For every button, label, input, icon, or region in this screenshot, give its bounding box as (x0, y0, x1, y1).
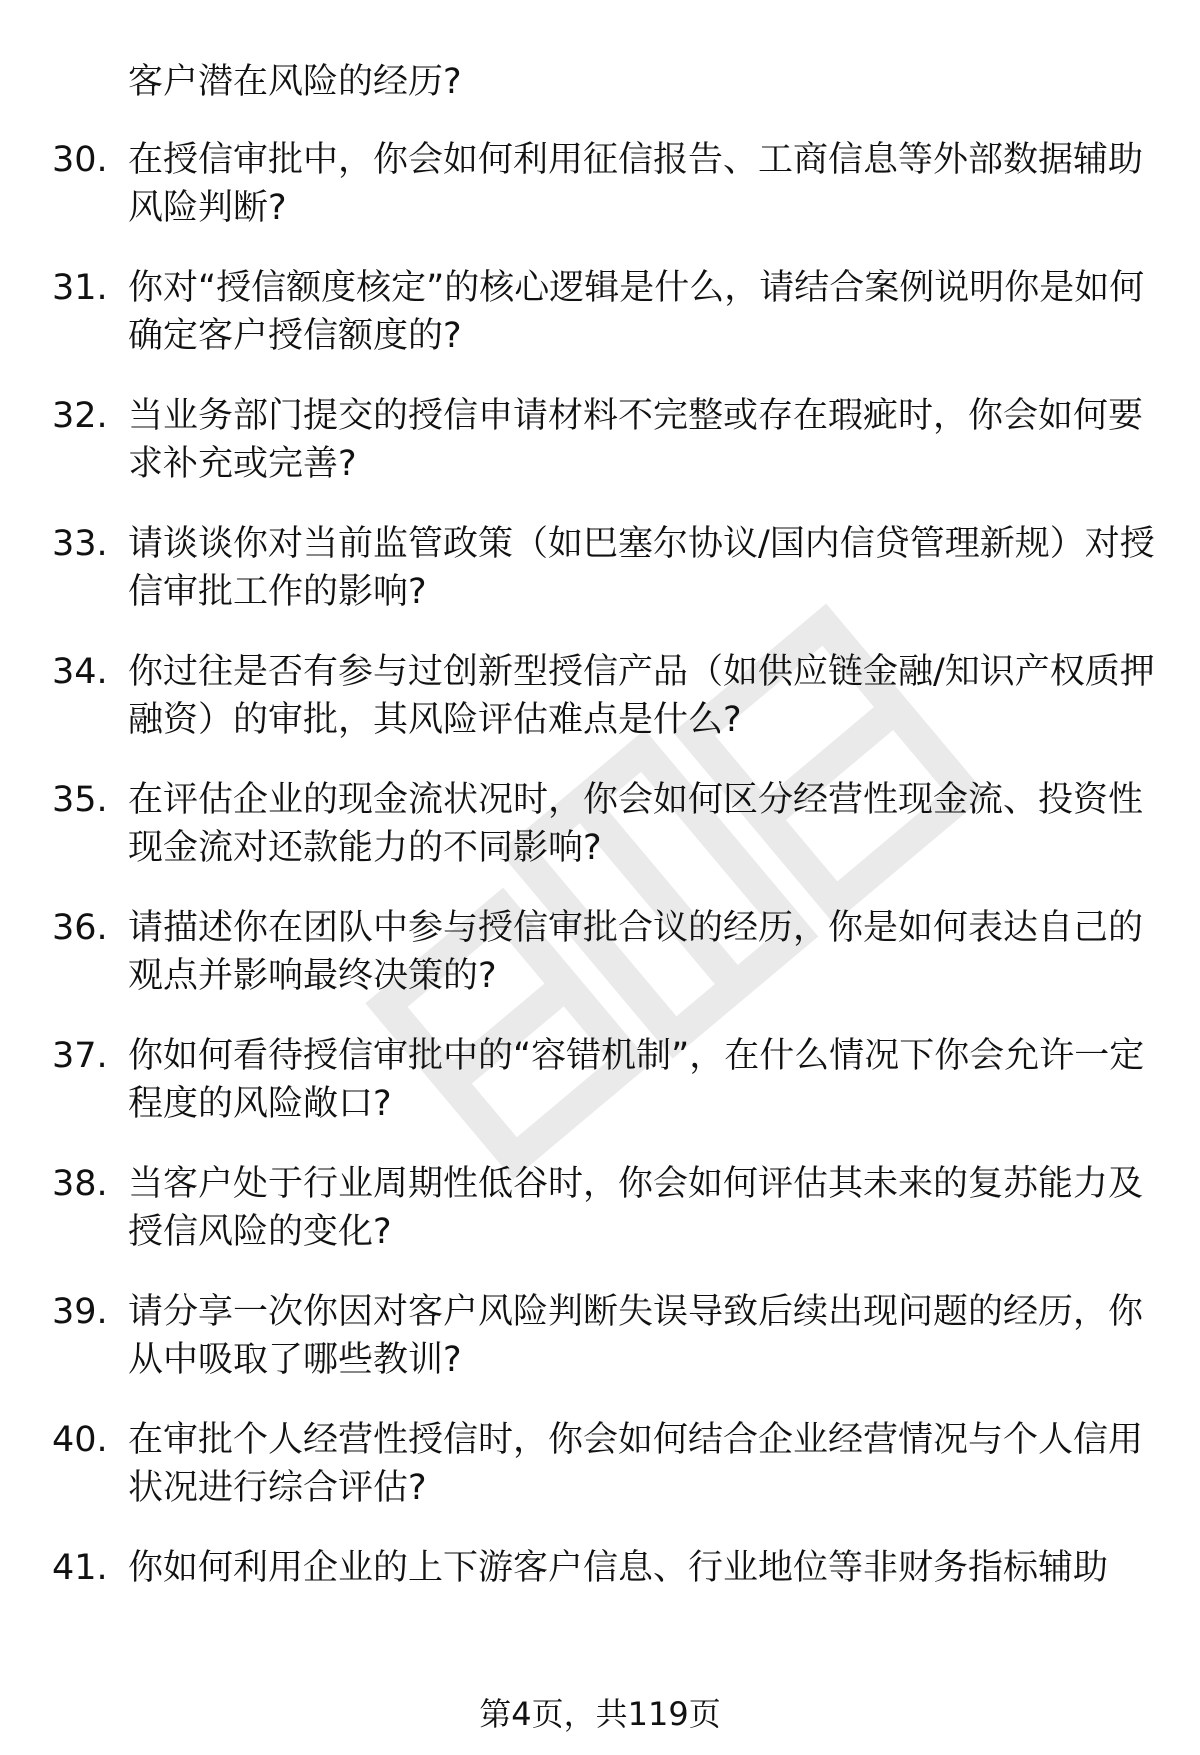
question-text: 你如何利用企业的上下游客户信息、行业地位等非财务指标辅助 (128, 1548, 1109, 1588)
question-text: 在授信审批中，你会如何利用征信报告、工商信息等外部数据辅助风险判断? (128, 140, 1144, 228)
question-list (0, 136, 1200, 1672)
question-number: 32. (52, 396, 108, 436)
question-text: 当客户处于行业周期性低谷时，你会如何评估其未来的复苏能力及授信风险的变化? (128, 1164, 1144, 1252)
question-text: 请描述你在团队中参与授信审批合议的经历，你是如何表达自己的观点并影响最终决策的? (128, 908, 1144, 996)
question-item (0, 1416, 1200, 1544)
question-item (0, 264, 1200, 392)
question-text: 请谈谈你对当前监管政策（如巴塞尔协议/国内信贷管理新规）对授信审批工作的影响? (128, 524, 1155, 612)
question-item (0, 648, 1200, 776)
question-number: 36. (52, 908, 108, 948)
question-item (0, 392, 1200, 520)
question-text: 在审批个人经营性授信时，你会如何结合企业经营情况与个人信用状况进行综合评估? (128, 1420, 1144, 1508)
question-item (0, 520, 1200, 648)
question-item (0, 1032, 1200, 1160)
question-text: 你对“授信额度核定”的核心逻辑是什么，请结合案例说明你是如何确定客户授信额度的? (128, 268, 1145, 356)
question-text: 请分享一次你因对客户风险判断失误导致后续出现问题的经历，你从中吸取了哪些教训? (128, 1292, 1144, 1380)
question-item (0, 904, 1200, 1032)
question-number: 33. (52, 524, 108, 564)
question-text: 你过往是否有参与过创新型授信产品（如供应链金融/知识产权质押融资）的审批，其风险评估难点是什么? (128, 652, 1155, 740)
question-number: 35. (52, 780, 108, 820)
question-number: 34. (52, 652, 108, 692)
carry-over-line: 客户潜在风险的经历? (128, 62, 462, 102)
question-item (0, 1288, 1200, 1416)
question-item (0, 776, 1200, 904)
question-item (0, 136, 1200, 264)
question-number: 41. (52, 1548, 108, 1588)
question-number: 39. (52, 1292, 108, 1332)
question-number: 38. (52, 1164, 108, 1204)
question-item (0, 1160, 1200, 1288)
question-item (0, 1544, 1200, 1672)
question-number: 40. (52, 1420, 108, 1460)
question-number: 37. (52, 1036, 108, 1076)
question-text: 你如何看待授信审批中的“容错机制”，在什么情况下你会允许一定程度的风险敞口? (128, 1036, 1145, 1124)
page-footer: 第4页，共119页 (479, 1695, 721, 1733)
question-number: 31. (52, 268, 108, 308)
question-text: 当业务部门提交的授信申请材料不完整或存在瑕疵时，你会如何要求补充或完善? (128, 396, 1144, 484)
question-text: 在评估企业的现金流状况时，你会如何区分经营性现金流、投资性现金流对还款能力的不同影响? (128, 780, 1144, 868)
question-number: 30. (52, 140, 108, 180)
